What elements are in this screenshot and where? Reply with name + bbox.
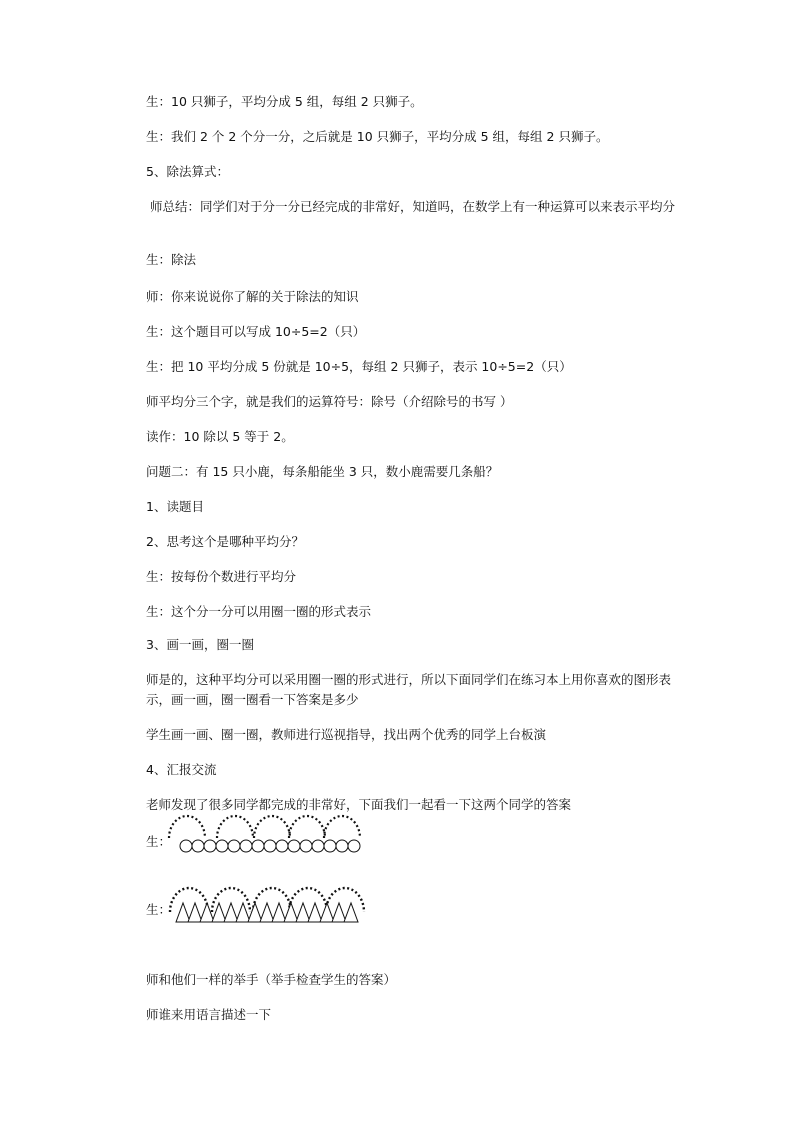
text-line: 师谁来用语言描述一下 [146, 1007, 272, 1022]
student-label: 生： [146, 834, 172, 849]
text-paragraph: 师是的，这种平均分可以采用圈一圈的形式进行，所以下面同学们在练习本上用你喜欢的图形表示，画一画，圈一圈看一下答案是多少 [146, 672, 672, 707]
text-line: 生：除法 [146, 252, 197, 267]
text-line: 师平均分三个字，就是我们的运算符号：除号（介绍除号的书写 ） [146, 394, 513, 409]
circles-diagram [146, 808, 376, 858]
triangles [176, 903, 358, 922]
section-heading: 5、除法算式： [146, 164, 229, 179]
section-heading: 3、画一画，圈一圈 [146, 637, 254, 652]
text-line: 生：按每份个数进行平均分 [146, 569, 297, 584]
problem-statement: 问题二：有 15 只小鹿，每条船能坐 3 只，数小鹿需要几条船？ [146, 464, 499, 479]
text-line: 读作：10 除以 5 等于 2。 [146, 429, 294, 444]
circles-grouping-figure [146, 808, 376, 858]
section-heading: 1、读题目 [146, 499, 204, 514]
text-line: 生：把 10 平均分成 5 份就是 10÷5，每组 2 只狮子，表示 10÷5=2（只） [146, 359, 572, 374]
text-line: 学生画一画、圈一圈，教师进行巡视指导，找出两个优秀的同学上台板演 [146, 727, 547, 742]
text-paragraph: 师总结：同学们对于分一分已经完成的非常好，知道吗，在数学上有一种运算可以来表示平均分 [150, 199, 676, 214]
section-heading: 2、思考这个是哪种平均分？ [146, 534, 304, 549]
triangles-diagram [146, 872, 376, 927]
triangles-grouping-figure [146, 872, 376, 927]
text-line: 老师发现了很多同学都完成的非常好，下面我们一起看一下这两个同学的答案 [146, 797, 572, 812]
dotted-group-arcs [169, 816, 360, 838]
student-label: 生： [146, 902, 172, 917]
text-line: 师和他们一样的举手（举手检查学生的答案） [146, 972, 397, 987]
small-circles [180, 840, 360, 852]
text-line: 生：这个分一分可以用圈一圈的形式表示 [146, 604, 372, 619]
text-line: 生：我们 2 个 2 个分一分，之后就是 10 只狮子，平均分成 5 组，每组 2 只狮子。 [146, 129, 609, 144]
text-line: 生：这个题目可以写成 10÷5=2（只） [146, 324, 366, 339]
text-line: 师：你来说说你了解的关于除法的知识 [146, 289, 359, 304]
section-heading: 4、汇报交流 [146, 762, 217, 777]
text-line: 生：10 只狮子，平均分成 5 组，每组 2 只狮子。 [146, 94, 423, 109]
